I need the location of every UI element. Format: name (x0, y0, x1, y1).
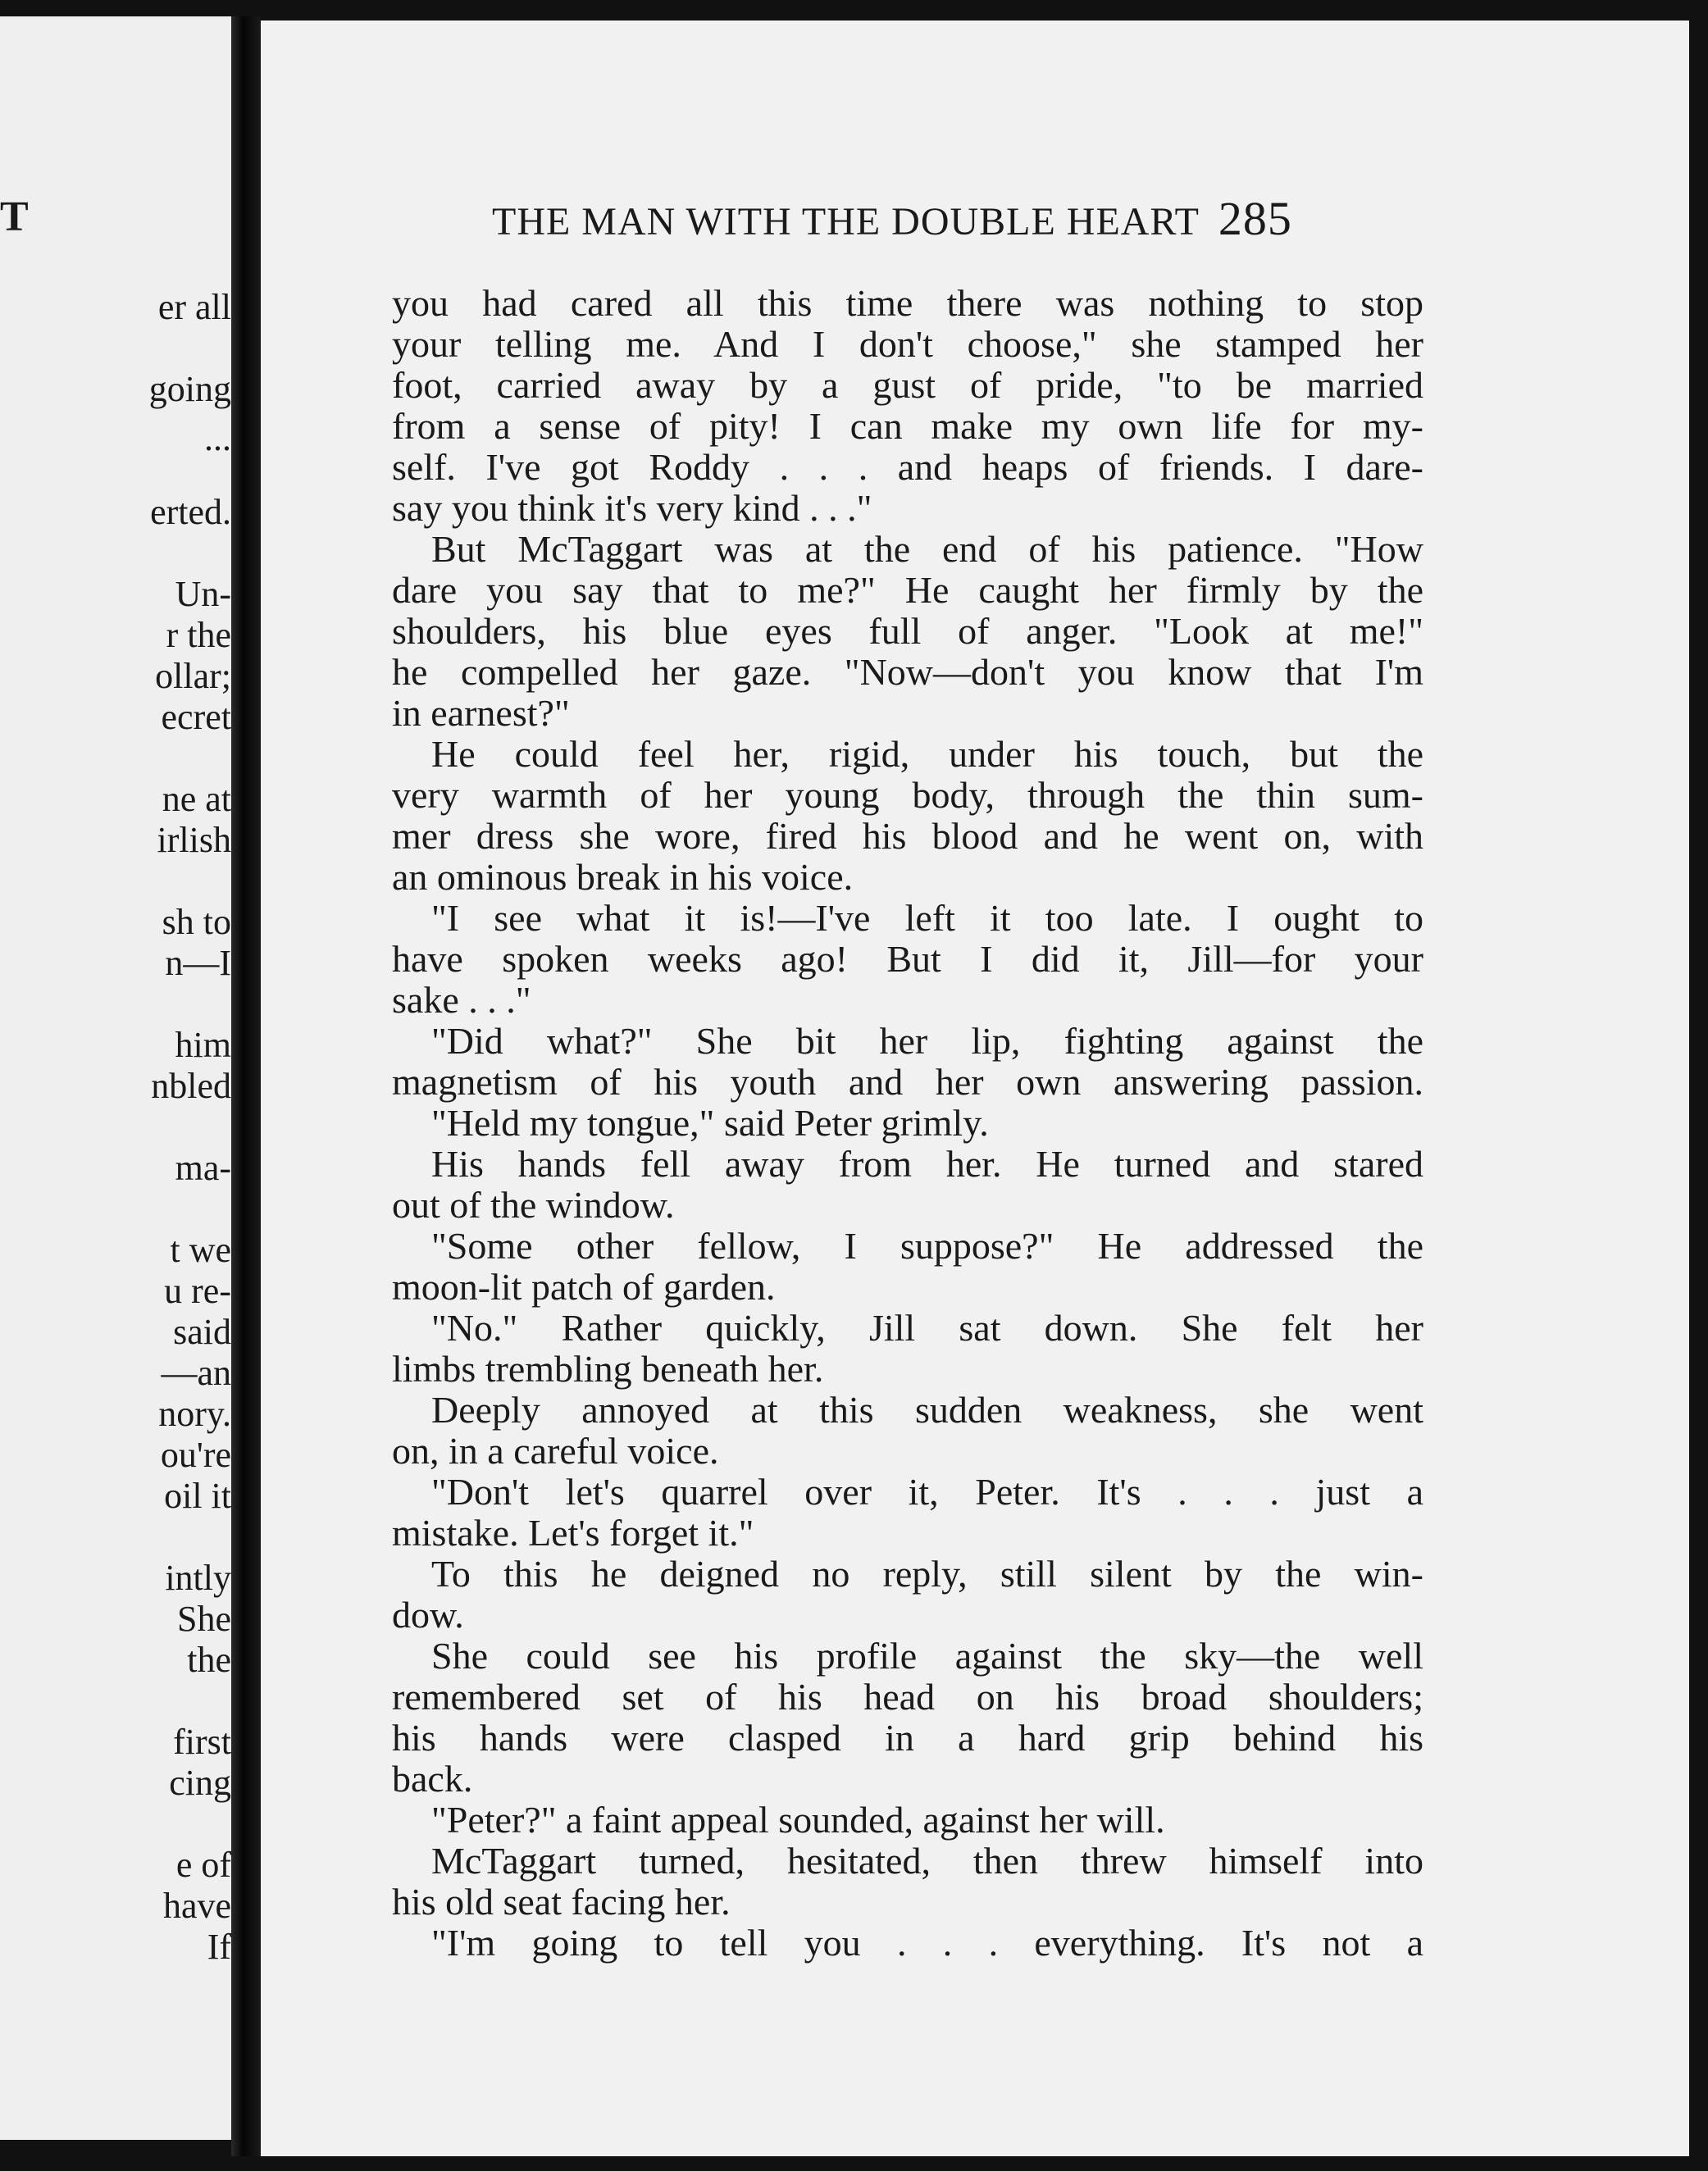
text-line: an ominous break in his voice. (392, 856, 854, 898)
book-gutter (231, 16, 261, 2156)
left-page-line: going (148, 369, 231, 409)
text-line: back. (392, 1758, 473, 1800)
text-line: "Don't let's quarrel over it, Peter. It's . . . just a (431, 1471, 1423, 1513)
left-page-line: ne at (162, 779, 231, 819)
text-line: moon-lit patch of garden. (392, 1266, 776, 1308)
text-line: mistake. Let's forget it." (392, 1512, 754, 1554)
text-line: his hands were clasped in a hard grip behind his (392, 1717, 1423, 1759)
left-page-line: er all (157, 287, 231, 327)
text-line: from a sense of pity! I can make my own life for my- (392, 405, 1423, 447)
left-page-header: T (0, 193, 29, 240)
left-page-line: intly (165, 1558, 231, 1598)
text-line: on, in a careful voice. (392, 1430, 719, 1472)
left-page-line: sh to (162, 902, 231, 942)
left-page-line: u re- (164, 1271, 231, 1311)
text-line: "No." Rather quickly, Jill sat down. She felt her (431, 1307, 1423, 1349)
text-line: limbs trembling beneath her. (392, 1348, 824, 1390)
left-page-line: Un- (175, 574, 231, 614)
text-line: He could feel her, rigid, under his touch, but the (431, 733, 1423, 775)
text-line: his old seat facing her. (392, 1881, 731, 1923)
text-line: self. I've got Roddy . . . and heaps of friends. I dare- (392, 446, 1423, 488)
left-page-line: She (177, 1599, 231, 1639)
left-page-line: ou're (160, 1435, 231, 1475)
text-line: have spoken weeks ago! But I did it, Jill—for your (392, 938, 1423, 980)
left-page (0, 16, 231, 2140)
left-page-line: ecret (161, 697, 231, 737)
text-line: very warmth of her young body, through the thin sum- (392, 774, 1423, 816)
text-line: you had cared all this time there was nothing to stop (392, 282, 1423, 324)
left-page-line: said (173, 1312, 231, 1352)
text-line: your telling me. And I don't choose," she stamped her (392, 323, 1423, 365)
left-page-line: t we (170, 1230, 231, 1270)
text-line: "I see what it is!—I've left it too late. I ought to (431, 897, 1423, 939)
text-line: But McTaggart was at the end of his patience. "How (431, 528, 1423, 570)
running-title: THE MAN WITH THE DOUBLE HEART (492, 200, 1200, 243)
page-number: 285 (1218, 192, 1292, 245)
text-line: McTaggart turned, hesitated, then threw himself into (431, 1840, 1423, 1882)
left-page-line: irlish (157, 820, 231, 860)
left-page-line: first (173, 1722, 231, 1762)
left-page-line: nory. (158, 1394, 231, 1434)
left-page-line: oil it (164, 1476, 231, 1516)
text-line: "Held my tongue," said Peter grimly. (431, 1102, 989, 1144)
text-line: foot, carried away by a gust of pride, "to be married (392, 364, 1423, 406)
text-line: "I'm going to tell you . . . everything. It's not a (431, 1922, 1423, 1964)
body-text (392, 283, 1423, 1964)
text-line: She could see his profile against the sky—the well (431, 1635, 1423, 1677)
text-line: Deeply annoyed at this sudden weakness, she went (431, 1389, 1423, 1431)
left-page-line: have (162, 1886, 231, 1926)
text-line: "Some other fellow, I suppose?" He addressed the (431, 1225, 1423, 1267)
text-line: out of the window. (392, 1184, 675, 1226)
text-line: "Did what?" She bit her lip, fighting against the (431, 1020, 1423, 1062)
left-page-line: n—I (165, 943, 231, 983)
left-page-line: e of (175, 1845, 231, 1885)
text-line: His hands fell away from her. He turned and stared (431, 1143, 1423, 1185)
text-line: dow. (392, 1594, 464, 1636)
text-line: shoulders, his blue eyes full of anger. "Look at me!" (392, 610, 1423, 652)
text-line: "Peter?" a faint appeal sounded, against her will. (431, 1799, 1165, 1841)
text-line: mer dress she wore, fired his blood and he went on, with (392, 815, 1423, 857)
text-line: dare you say that to me?" He caught her firmly by the (392, 569, 1423, 611)
text-line: remembered set of his head on his broad shoulders; (392, 1676, 1423, 1718)
text-line: say you think it's very kind . . ." (392, 487, 872, 529)
left-page-line: —an (161, 1353, 231, 1393)
left-page-line: him (175, 1025, 231, 1065)
text-line: magnetism of his youth and her own answering passion. (392, 1061, 1423, 1103)
left-page-line: ollar; (155, 656, 231, 696)
right-page (261, 20, 1689, 2156)
text-line: To this he deigned no reply, still silent by the win- (431, 1553, 1423, 1595)
text-line: he compelled her gaze. "Now—don't you know that I'm (392, 651, 1423, 693)
text-line: sake . . ." (392, 979, 531, 1021)
left-page-line: If (207, 1927, 231, 1967)
left-page-line: ... (204, 418, 231, 458)
running-head (492, 191, 1689, 246)
text-line: in earnest?" (392, 692, 570, 734)
left-page-line: r the (166, 615, 231, 655)
left-page-line: nbled (151, 1066, 231, 1106)
left-page-line: cing (169, 1763, 231, 1803)
left-page-line: erted. (150, 492, 231, 532)
left-page-line: ma- (175, 1148, 231, 1188)
left-page-line: the (187, 1640, 231, 1680)
